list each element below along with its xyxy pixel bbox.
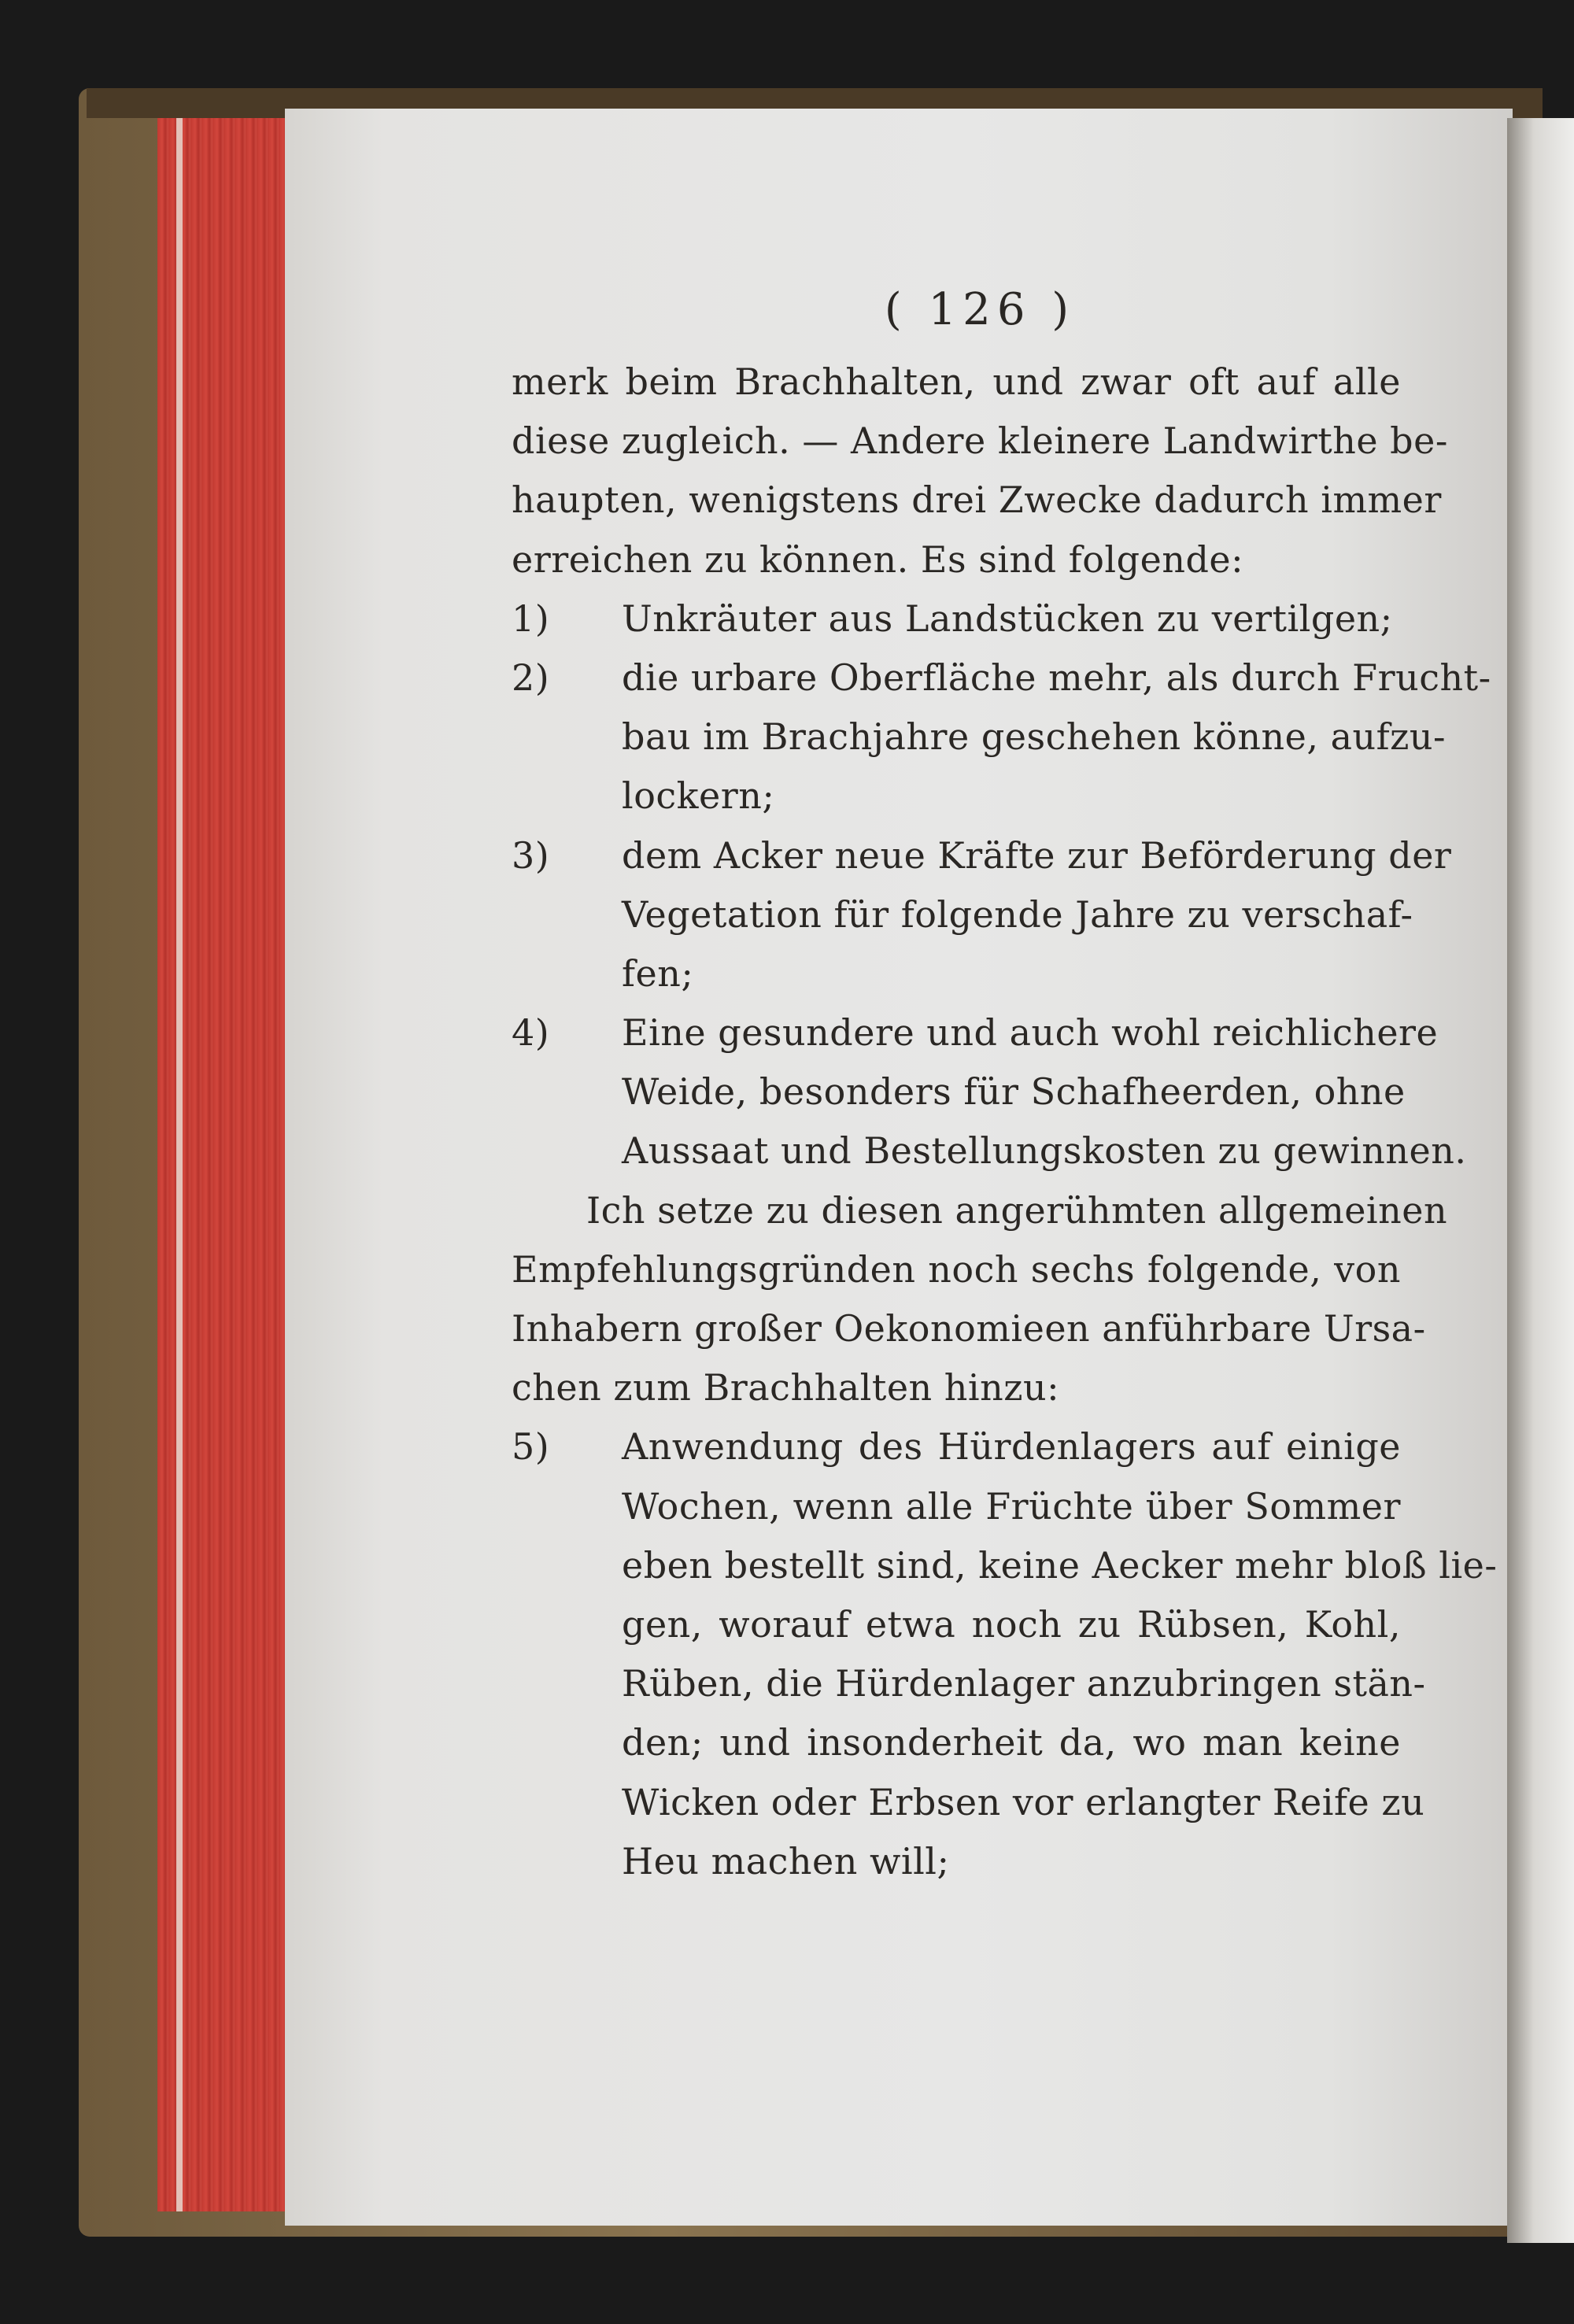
list-item-text: Unkräuter aus Landstücken zu vertilgen; (622, 597, 1393, 640)
text-line (512, 826, 1452, 885)
list-item-text: Eine gesundere und auch wohl reichlichere (622, 1011, 1439, 1055)
text-line: merk beim Brachhalten, und zwar oft auf alle (512, 360, 1401, 403)
list-item-text: dem Acker neue Kräfte zur Beförderung der (622, 833, 1452, 877)
text-line: haupten, wenigstens drei Zwecke dadurch immer (512, 478, 1442, 522)
text-line: Aussaat und Bestellungskosten zu gewinnen. (622, 1129, 1467, 1173)
text-line: Rüben, die Hürdenlager anzubringen stän- (622, 1662, 1426, 1705)
text-line: bau im Brachjahre geschehen könne, aufzu- (622, 715, 1447, 759)
text-lines (512, 353, 1498, 1891)
list-item-text: Anwendung des Hürdenlagers auf einige (622, 1425, 1401, 1469)
text-line: gen, worauf etwa noch zu Rübsen, Kohl, (622, 1602, 1401, 1646)
text-line: Wochen, wenn alle Früchte über Sommer (622, 1484, 1401, 1528)
text-line: erreichen zu können. Es sind folgende: (512, 538, 1244, 581)
list-number: 3) (512, 833, 550, 877)
text-line: diese zugleich. — Andere kleinere Landwirthe be- (512, 419, 1448, 463)
text-line (512, 1417, 1401, 1476)
text-line (512, 589, 1401, 648)
text-line: Inhabern großer Oekonomieen anführbare Ursa- (512, 1307, 1426, 1350)
text-line: Weide, besonders für Schafheerden, ohne (622, 1070, 1406, 1114)
list-number: 4) (512, 1011, 550, 1055)
text-line: Heu machen will; (622, 1839, 950, 1882)
text-line: Ich setze zu diesen angerühmten allgemeinen (586, 1188, 1448, 1232)
text-line: den; und insonderheit da, wo man keine (622, 1721, 1401, 1764)
text-line: fen; (622, 951, 694, 995)
text-line: eben bestellt sind, keine Aecker mehr bloß lie- (622, 1543, 1498, 1587)
text-line (512, 648, 1491, 708)
text-line: lockern; (622, 774, 775, 818)
text-line: Vegetation für folgende Jahre zu verschaf- (622, 892, 1413, 936)
text-line: Empfehlungsgründen noch sechs folgende, von (512, 1247, 1401, 1291)
facing-page-edge (1507, 118, 1574, 2243)
list-item-text: die urbare Oberfläche mehr, als durch Frucht- (622, 656, 1491, 699)
page-text-block (512, 268, 1498, 1891)
list-number: 5) (512, 1425, 550, 1469)
list-number: 1) (512, 597, 550, 640)
red-page-edges (157, 118, 287, 2211)
list-number: 2) (512, 656, 550, 699)
text-line: chen zum Brachhalten hinzu: (512, 1366, 1060, 1410)
text-line (512, 1003, 1439, 1062)
text-line: Wicken oder Erbsen vor erlangter Reife zu (622, 1780, 1425, 1823)
page-number: ( 126 ) (884, 284, 1076, 335)
